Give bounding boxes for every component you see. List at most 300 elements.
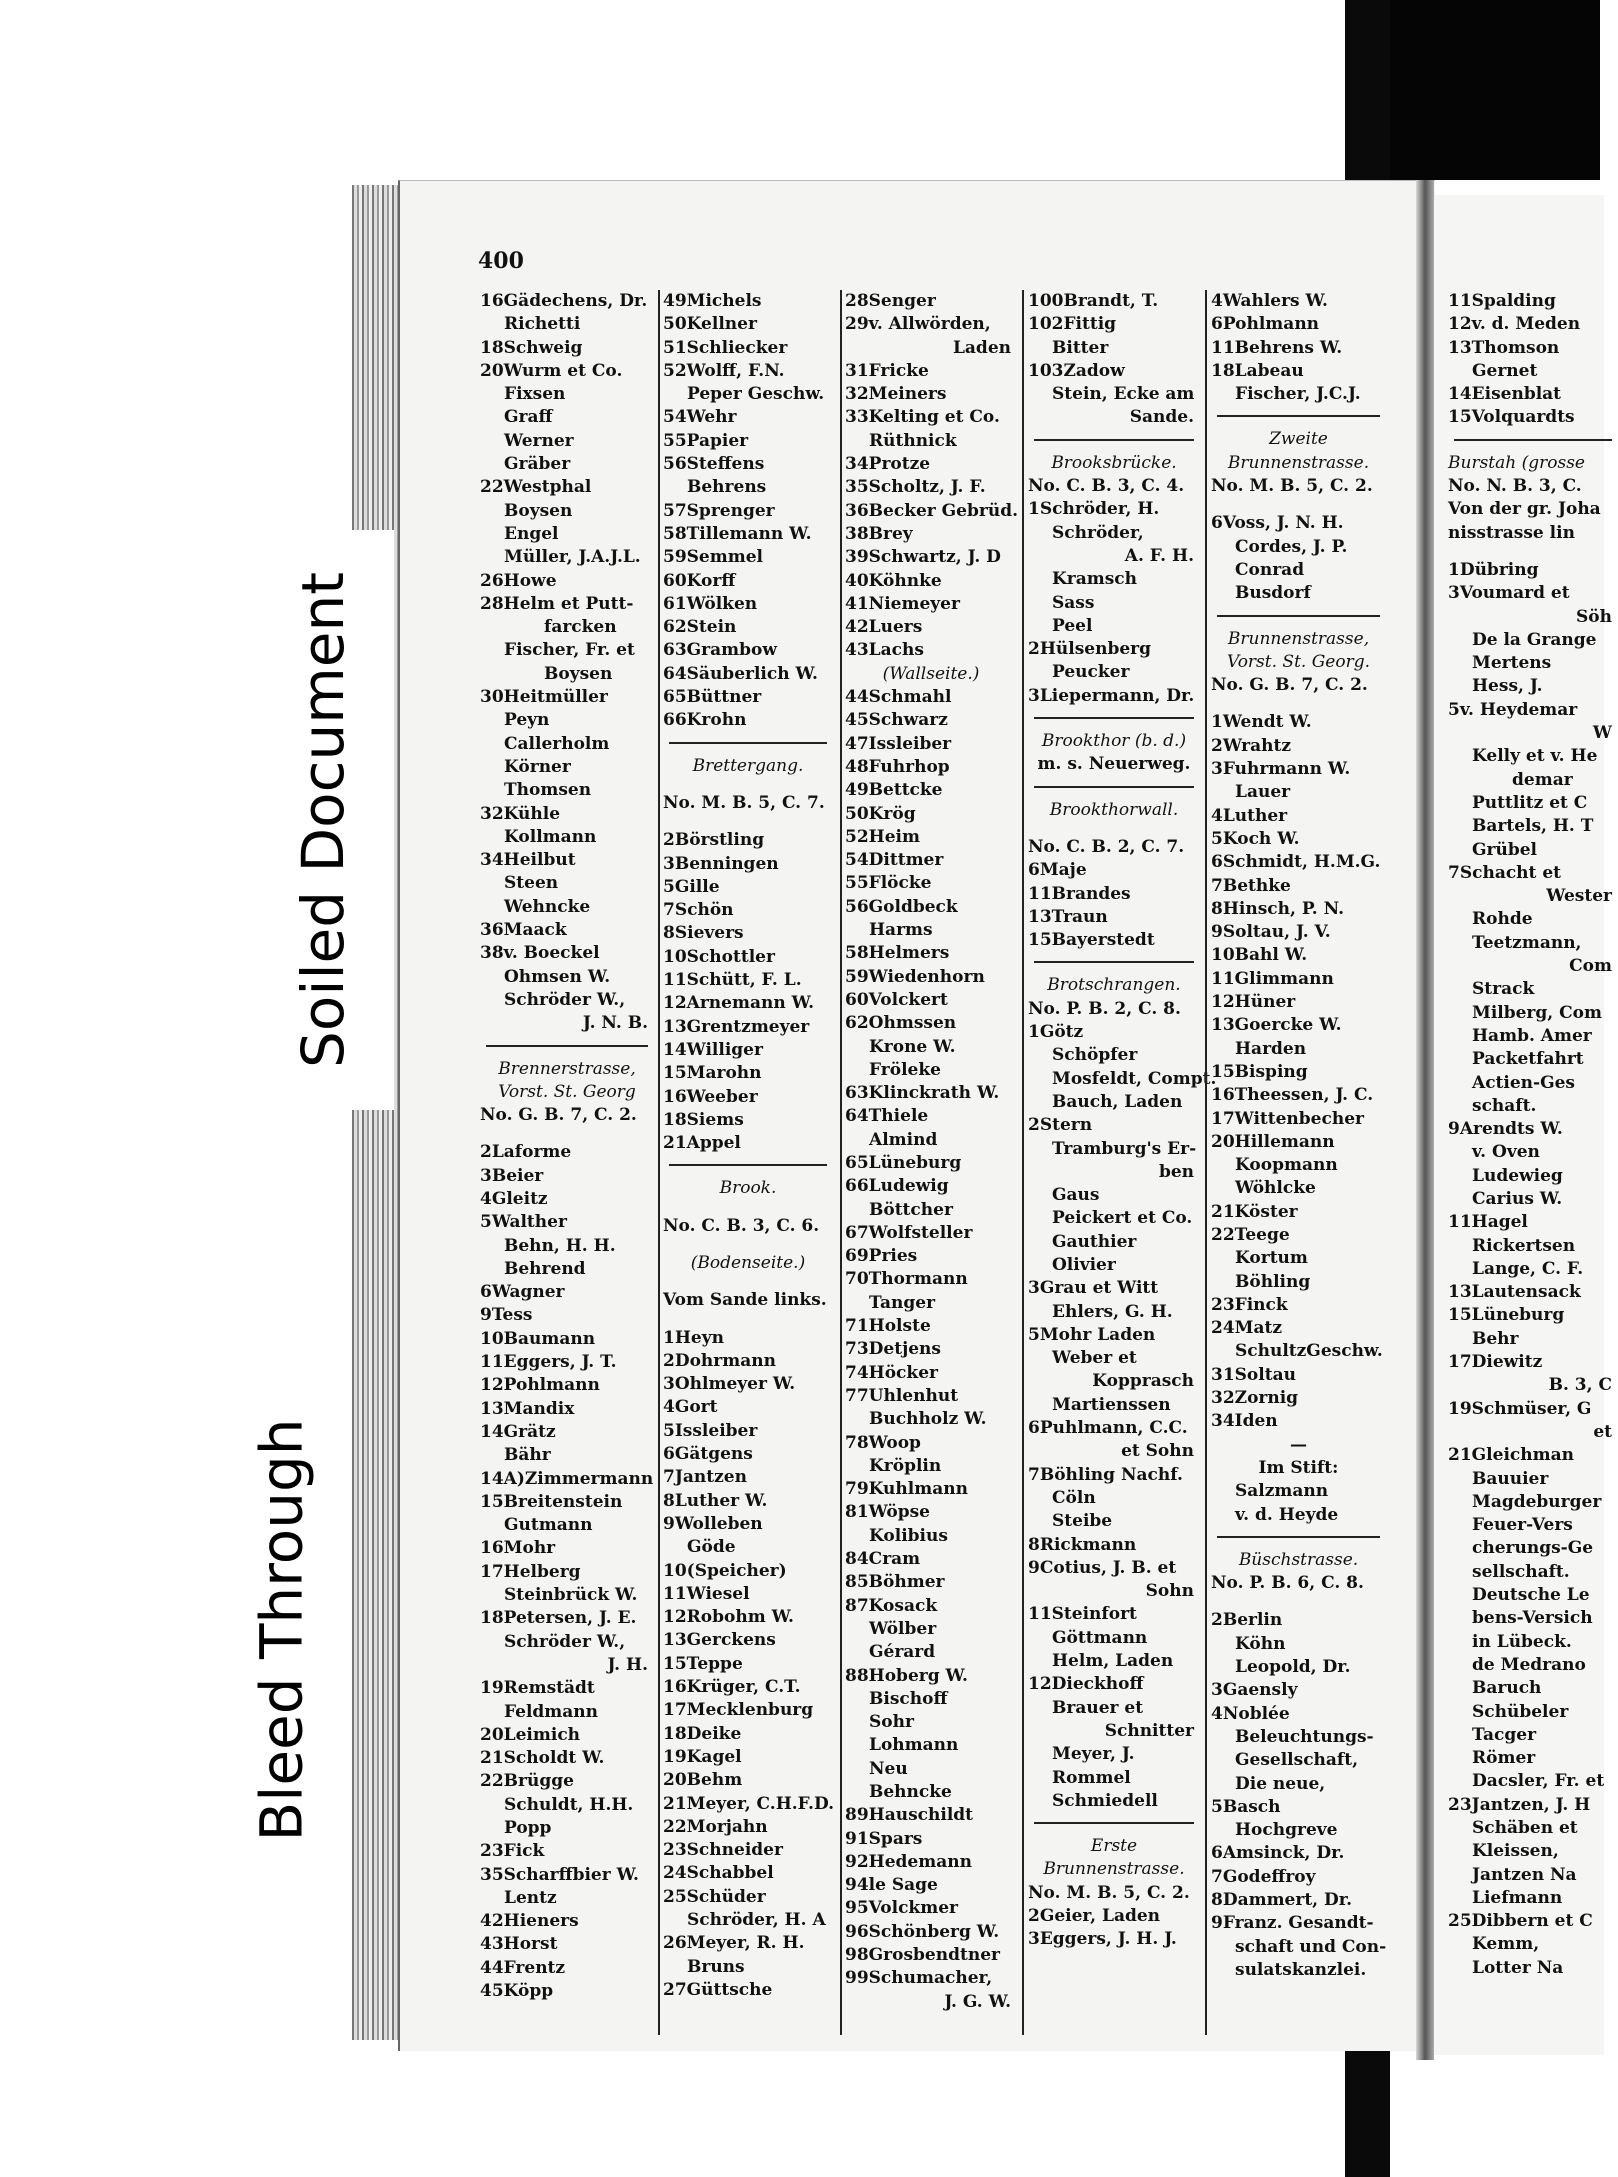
street-heading: Brooksbrücke.	[1051, 452, 1177, 473]
section-rule	[1034, 961, 1194, 963]
spacer	[480, 1127, 654, 1141]
directory-entry: 7Schacht et	[1448, 862, 1561, 883]
directory-entry: 27Güttsche	[663, 1979, 773, 2000]
directory-entry: Rohde	[1472, 909, 1533, 930]
directory-entry: 9Franz. Gesandt-	[1211, 1913, 1374, 1934]
directory-entry: SchultzGeschw.	[1235, 1341, 1383, 1362]
directory-entry: 23Jantzen, J. H	[1448, 1794, 1591, 1815]
directory-entry: 21Meyer, C.H.F.D.	[663, 1793, 835, 1814]
book-gutter	[1416, 180, 1434, 2060]
directory-entry: 103Zadow	[1028, 360, 1125, 381]
directory-entry: Boysen	[504, 500, 573, 521]
directory-entry: Müller, J.A.J.L.	[504, 547, 641, 568]
directory-entry: v. Oven	[1472, 1142, 1540, 1163]
directory-entry: Römer	[1472, 1748, 1536, 1769]
directory-entry: ben	[1158, 1161, 1194, 1182]
directory-entry: 1Wendt W.	[1211, 712, 1312, 733]
directory-entry: 47Issleiber	[845, 733, 952, 754]
directory-entry: 84Cram	[845, 1549, 921, 1570]
directory-entry: No. C. B. 3, C. 6.	[663, 1215, 820, 1236]
directory-entry: 18Siems	[663, 1109, 744, 1130]
spacer	[1211, 1595, 1386, 1609]
street-heading: Zweite	[1269, 429, 1328, 450]
directory-entry: Werner	[504, 430, 574, 451]
directory-entry: Wöhlcke	[1235, 1178, 1316, 1199]
directory-entry: Hess, J.	[1472, 676, 1543, 697]
directory-entry: 98Grosbendtner	[845, 1945, 1000, 1966]
directory-entry: Puttlitz et C	[1472, 792, 1588, 813]
section-rule	[1034, 786, 1194, 788]
directory-entry: 2Geier, Laden	[1028, 1906, 1161, 1926]
street-heading: Burstah (grosse	[1448, 452, 1585, 473]
directory-entry: 50Kellner	[663, 314, 757, 335]
directory-entry: Liefmann	[1472, 1887, 1563, 1908]
directory-entry: v. d. Heyde	[1235, 1504, 1339, 1525]
directory-entry: Fixsen	[504, 384, 566, 405]
directory-entry: 21Scholdt W.	[480, 1748, 605, 1769]
directory-entry: Behr	[1472, 1328, 1519, 1349]
directory-entry: Kortum	[1235, 1248, 1308, 1269]
column-divider	[1022, 290, 1024, 2035]
page-number: 400	[478, 248, 524, 274]
directory-entry: A. F. H.	[1124, 545, 1194, 566]
directory-entry: 22Brügge	[480, 1771, 574, 1792]
directory-entry: m. s. Neuerweg.	[1037, 754, 1191, 775]
spacer	[1211, 498, 1386, 512]
directory-entry: Behrend	[504, 1258, 586, 1279]
directory-entry: schaft.	[1472, 1095, 1537, 1116]
directory-entry: 19Kagel	[663, 1746, 742, 1767]
section-rule	[1034, 439, 1194, 441]
directory-entry: 13Gerckens	[663, 1630, 776, 1651]
directory-entry: Gutmann	[504, 1515, 593, 1536]
directory-entry: 2Berlin	[1211, 1610, 1283, 1631]
directory-entry: 10Baumann	[480, 1328, 596, 1349]
directory-entry: 3Ohlmeyer W.	[663, 1374, 796, 1395]
directory-entry: nisstrasse lin	[1448, 522, 1575, 543]
directory-entry: 70Thormann	[845, 1269, 968, 1290]
directory-entry: Teetzmann,	[1472, 932, 1582, 953]
directory-entry: 62Ohmssen	[845, 1013, 957, 1034]
directory-entry: 6Gätgens	[663, 1444, 753, 1465]
directory-entry: Sohr	[869, 1712, 914, 1733]
directory-entry: —	[1290, 1434, 1307, 1455]
spacer	[663, 1275, 833, 1289]
directory-entry: bens-Versich	[1472, 1608, 1593, 1629]
directory-entry: 29v. Allwörden,	[845, 314, 991, 335]
directory-entry: 17Diewitz	[1448, 1352, 1543, 1373]
directory-entry: 64Säuberlich W.	[663, 663, 818, 684]
directory-entry: Wehncke	[504, 896, 591, 917]
directory-entry: 12v. d. Meden	[1448, 314, 1581, 335]
directory-entry: Schröder,	[1052, 522, 1144, 543]
directory-entry: 13Grentzmeyer	[663, 1016, 810, 1037]
directory-entry: J. N. B.	[582, 1013, 648, 1034]
directory-entry: 3Fuhrmann W.	[1211, 759, 1351, 780]
directory-entry: Bauuier	[1472, 1468, 1549, 1489]
directory-entry: Com	[1569, 956, 1612, 977]
directory-entry: J. H.	[607, 1654, 648, 1675]
directory-entry: 10(Speicher)	[663, 1560, 787, 1581]
directory-entry: Tanger	[869, 1292, 936, 1313]
directory-entry: 44Schmahl	[845, 687, 952, 708]
directory-entry: 48Fuhrhop	[845, 756, 950, 777]
directory-entry: Fröleke	[869, 1059, 941, 1080]
directory-entry: 43Lachs	[845, 640, 924, 661]
directory-entry: 12Arnemann W.	[663, 993, 814, 1014]
directory-entry: Gräber	[504, 454, 571, 475]
directory-entry: Popp	[504, 1818, 552, 1838]
column-facing-page	[1448, 290, 1618, 1980]
street-heading: Brook.	[719, 1178, 777, 1199]
street-heading: (Wallseite.)	[882, 663, 980, 684]
directory-entry: 36Becker Gebrüd.	[845, 500, 1019, 521]
directory-entry: Feldmann	[504, 1701, 599, 1722]
directory-entry: Rüthnick	[869, 430, 957, 451]
directory-entry: 4Wahlers W.	[1211, 291, 1328, 311]
directory-entry: 17Mecklenburg	[663, 1700, 814, 1721]
directory-entry: 36Maack	[480, 920, 567, 941]
directory-entry: Lange, C. F.	[1472, 1258, 1584, 1279]
directory-entry: Busdorf	[1235, 583, 1311, 604]
spacer	[663, 815, 833, 829]
spacer	[1448, 545, 1618, 559]
directory-entry: 55Flöcke	[845, 873, 932, 894]
directory-entry: 91Spars	[845, 1828, 923, 1849]
section-rule	[1454, 439, 1612, 441]
directory-entry: 22Westphal	[480, 477, 592, 498]
directory-entry: 60Korff	[663, 570, 736, 591]
directory-entry: 64Thiele	[845, 1106, 929, 1127]
directory-entry: 3Gaensly	[1211, 1680, 1298, 1701]
directory-entry: De la Grange	[1472, 629, 1597, 650]
directory-entry: sellschaft.	[1472, 1561, 1570, 1582]
directory-entry: 33Kelting et Co.	[845, 407, 1000, 428]
directory-entry: 9Tess	[480, 1305, 533, 1326]
directory-entry: Kemm,	[1472, 1934, 1540, 1955]
directory-entry: 3Voumard et	[1448, 583, 1570, 604]
directory-entry: 15Lüneburg	[1448, 1305, 1565, 1326]
directory-entry: Steen	[504, 873, 559, 894]
spacer	[663, 1313, 833, 1327]
directory-entry: 11Hagel	[1448, 1212, 1528, 1233]
directory-entry: 71Holste	[845, 1316, 931, 1337]
directory-entry: 28Senger	[845, 291, 936, 311]
directory-entry: 52Heim	[845, 826, 920, 847]
directory-entry: Hochgreve	[1235, 1820, 1338, 1841]
directory-entry: 52Wolff, F.N.	[663, 360, 785, 381]
street-heading: Brotschrangen.	[1047, 975, 1181, 996]
directory-entry: Wester	[1546, 886, 1612, 907]
directory-entry: Helm, Laden	[1052, 1651, 1174, 1672]
street-heading: Brettergang.	[692, 755, 804, 776]
column-divider	[658, 290, 660, 2035]
street-heading: Vorst. St. Georg.	[1226, 651, 1370, 672]
directory-entry: 62Stein	[663, 617, 737, 638]
directory-entry: Kelly et v. He	[1472, 746, 1598, 767]
section-rule	[1217, 415, 1380, 417]
directory-entry: Schuldt, H.H.	[504, 1794, 634, 1815]
directory-entry: 16Weeber	[663, 1086, 758, 1107]
section-rule	[669, 1164, 827, 1166]
directory-entry: Lentz	[504, 1887, 557, 1908]
directory-entry: 2Börstling	[663, 830, 765, 851]
directory-entry: 11Behrens W.	[1211, 337, 1343, 358]
directory-entry: Göde	[687, 1537, 736, 1558]
spacer	[663, 1238, 833, 1252]
directory-entry: 34Iden	[1211, 1411, 1278, 1432]
directory-entry: et Sohn	[1121, 1441, 1194, 1462]
directory-entry: 4Luther	[1211, 805, 1288, 826]
directory-entry: 3Liepermann, Dr.	[1028, 685, 1195, 706]
directory-entry: 15Bayerstedt	[1028, 930, 1155, 951]
directory-entry: 18Petersen, J. E.	[480, 1608, 637, 1629]
directory-entry: Laden	[952, 337, 1011, 358]
directory-entry: 6Maje	[1028, 860, 1087, 881]
directory-entry: 5Issleiber	[663, 1420, 758, 1441]
directory-entry: 9Cotius, J. B. et	[1028, 1557, 1177, 1578]
directory-entry: 51Schliecker	[663, 337, 788, 358]
directory-entry: 65Büttner	[663, 687, 762, 708]
street-heading: Vorst. St. Georg	[498, 1081, 636, 1102]
directory-entry: 9Soltau, J. V.	[1211, 922, 1331, 943]
directory-entry: Kleissen,	[1472, 1841, 1559, 1862]
directory-entry: 6Voss, J. N. H.	[1211, 513, 1344, 534]
directory-entry: schaft und Con-	[1235, 1936, 1387, 1957]
directory-entry: 35Scharffbier W.	[480, 1864, 639, 1885]
directory-entry: Gaus	[1052, 1185, 1100, 1206]
directory-entry: Sohn	[1145, 1581, 1194, 1602]
directory-entry: 95Volckmer	[845, 1898, 958, 1919]
directory-entry: 77Uhlenhut	[845, 1385, 959, 1406]
directory-entry: 34Protze	[845, 454, 931, 475]
directory-entry: 12Dieckhoff	[1028, 1674, 1144, 1695]
directory-entry: 5Gille	[663, 876, 720, 897]
street-heading: (Bodenseite.)	[690, 1252, 806, 1273]
directory-entry: 66Krohn	[663, 710, 747, 731]
directory-entry: Lohmann	[869, 1735, 959, 1756]
column-2	[663, 290, 833, 2002]
directory-entry: Buchholz W.	[869, 1409, 987, 1430]
directory-entry: 43Horst	[480, 1934, 558, 1955]
directory-entry: Almind	[869, 1129, 938, 1150]
directory-entry: 61Wölken	[663, 593, 758, 614]
directory-entry: Die neue,	[1235, 1773, 1326, 1794]
directory-entry: 49Bettcke	[845, 780, 943, 801]
directory-entry: 66Ludewig	[845, 1176, 949, 1197]
directory-entry: 14Grätz	[480, 1421, 556, 1442]
directory-entry: 69Pries	[845, 1246, 918, 1267]
directory-entry: 35Scholtz, J. F.	[845, 477, 986, 498]
directory-entry: 6Schmidt, H.M.G.	[1211, 852, 1381, 873]
directory-entry: Schübeler	[1472, 1701, 1569, 1722]
directory-entry: 45Köpp	[480, 1981, 554, 2002]
directory-entry: 3Benningen	[663, 853, 779, 874]
directory-entry: Packetfahrt	[1472, 1049, 1584, 1070]
directory-entry: Krone W.	[869, 1036, 956, 1057]
street-heading: Brunnenstrasse.	[1227, 452, 1370, 473]
directory-entry: 78Woop	[845, 1432, 921, 1453]
section-rule	[1217, 615, 1380, 617]
directory-entry: Magdeburger	[1472, 1491, 1602, 1512]
directory-entry: 81Wöpse	[845, 1502, 930, 1523]
directory-entry: Söh	[1576, 606, 1612, 627]
directory-entry: 87Kosack	[845, 1595, 938, 1616]
directory-entry: 14Williger	[663, 1039, 763, 1060]
directory-entry: 3Beier	[480, 1165, 544, 1186]
directory-entry: No. N. B. 3, C.	[1448, 476, 1582, 497]
directory-entry: Koopmann	[1235, 1155, 1338, 1176]
directory-entry: Harden	[1235, 1038, 1307, 1059]
directory-entry: 21Appel	[663, 1133, 741, 1154]
directory-entry: 15Volquardts	[1448, 407, 1575, 428]
directory-entry: 1Heyn	[663, 1327, 724, 1348]
directory-entry: 54Wehr	[663, 407, 737, 428]
directory-entry: 67Wolfsteller	[845, 1222, 973, 1243]
directory-entry: 8Luther W.	[663, 1490, 768, 1511]
directory-entry: Meyer, J.	[1052, 1744, 1135, 1765]
directory-entry: 5v. Heydemar	[1448, 699, 1578, 720]
directory-entry: 28Helm et Putt-	[480, 593, 634, 614]
directory-entry: Peucker	[1052, 662, 1130, 683]
directory-entry: No. C. B. 2, C. 7.	[1028, 836, 1185, 857]
directory-entry: Vom Sande links.	[663, 1290, 827, 1311]
directory-entry: 5Mohr Laden	[1028, 1324, 1156, 1345]
directory-entry: 31Soltau	[1211, 1364, 1296, 1385]
directory-entry: Baruch	[1472, 1678, 1542, 1699]
directory-entry: 17Helberg	[480, 1561, 581, 1582]
directory-entry: 54Dittmer	[845, 850, 944, 871]
directory-entry: 73Detjens	[845, 1339, 941, 1360]
street-heading: Erste	[1090, 1836, 1138, 1857]
directory-entry: demar	[1512, 769, 1573, 790]
section-rule	[1034, 1822, 1194, 1824]
directory-entry: 2Dohrmann	[663, 1350, 776, 1371]
directory-entry: 58Helmers	[845, 943, 950, 964]
directory-entry: 92Hedemann	[845, 1851, 972, 1872]
directory-entry: Lauer	[1235, 782, 1291, 803]
directory-entry: Behncke	[869, 1782, 952, 1802]
directory-entry: 11Wiesel	[663, 1583, 750, 1604]
directory-entry: 59Wiedenhorn	[845, 966, 985, 987]
bleed-through-label: Bleed Through	[212, 1330, 352, 1930]
directory-entry: 8Hinsch, P. N.	[1211, 898, 1345, 919]
directory-entry: 23Schneider	[663, 1840, 783, 1861]
directory-entry: et	[1593, 1421, 1612, 1442]
spacer	[663, 778, 833, 792]
directory-entry: 20Behm	[663, 1770, 743, 1791]
directory-entry: No. M. B. 5, C. 2.	[1211, 476, 1373, 497]
directory-entry: Göttmann	[1052, 1627, 1148, 1648]
street-heading: Brookthorwall.	[1049, 799, 1179, 820]
spacer	[1211, 697, 1386, 711]
directory-entry: 96Schönberg W.	[845, 1921, 1000, 1942]
directory-entry: 16Theessen, J. C.	[1211, 1085, 1374, 1106]
directory-entry: Kollmann	[504, 826, 597, 847]
directory-entry: 49Michels	[663, 291, 762, 311]
directory-entry: Bauch, Laden	[1052, 1091, 1183, 1112]
directory-entry: 2Laforme	[480, 1142, 572, 1163]
directory-entry: 11Steinfort	[1028, 1604, 1137, 1625]
directory-entry: Milberg, Com	[1472, 1002, 1602, 1023]
directory-entry: Ludewieg	[1472, 1165, 1563, 1186]
directory-entry: Tacger	[1472, 1724, 1537, 1745]
directory-entry: 19Remstädt	[480, 1678, 595, 1699]
directory-entry: 40Köhnke	[845, 570, 942, 591]
directory-entry: 74Höcker	[845, 1362, 938, 1383]
section-rule	[1034, 717, 1194, 719]
directory-entry: 19Schmüser, G	[1448, 1398, 1592, 1419]
directory-entry: 11Schütt, F. L.	[663, 970, 802, 991]
directory-entry: B. 3, C	[1548, 1375, 1612, 1396]
directory-entry: No. M. B. 5, C. 7.	[663, 792, 825, 813]
spacer	[1028, 822, 1200, 836]
directory-entry: 11Brandes	[1028, 883, 1131, 904]
directory-entry: Harms	[869, 920, 933, 941]
directory-entry: 4Gleitz	[480, 1188, 548, 1209]
directory-entry: Kramsch	[1052, 569, 1138, 590]
directory-entry: 9Wolleben	[663, 1513, 763, 1534]
directory-entry: Stein, Ecke am	[1052, 384, 1195, 405]
directory-entry: 42Hieners	[480, 1911, 579, 1932]
directory-entry: Wölber	[869, 1618, 937, 1639]
directory-entry: 24Matz	[1211, 1318, 1282, 1339]
street-heading: Büschstrasse.	[1238, 1549, 1359, 1570]
directory-entry: 1Schröder, H.	[1028, 499, 1160, 520]
directory-entry: 23Fick	[480, 1841, 545, 1862]
directory-entry: 10Bahl W.	[1211, 945, 1308, 966]
directory-entry: 22Morjahn	[663, 1816, 768, 1837]
directory-entry: 25Dibbern et C	[1448, 1911, 1593, 1932]
directory-entry: 22Teege	[1211, 1224, 1290, 1245]
directory-entry: Behrens	[687, 477, 767, 498]
directory-entry: Schröder W.,	[504, 989, 626, 1010]
section-rule	[669, 742, 827, 744]
directory-entry: 7Böhling Nachf.	[1028, 1464, 1183, 1485]
directory-entry: 7Bethke	[1211, 875, 1291, 896]
directory-entry: 85Böhmer	[845, 1572, 945, 1593]
directory-entry: Brauer et	[1052, 1697, 1144, 1718]
directory-entry: Sass	[1052, 592, 1095, 613]
directory-entry: 21Gleichman	[1448, 1445, 1574, 1466]
directory-entry: 15Bisping	[1211, 1061, 1308, 1082]
directory-entry: 7Godeffroy	[1211, 1866, 1316, 1887]
directory-entry: Bitter	[1052, 337, 1109, 358]
directory-entry: 3Grau et Witt	[1028, 1278, 1159, 1299]
directory-entry: 44Frentz	[480, 1957, 566, 1978]
street-heading: Brunnenstrasse.	[1043, 1859, 1185, 1880]
directory-entry: 42Luers	[845, 617, 923, 638]
directory-entry: Im Stift:	[1258, 1457, 1339, 1478]
directory-entry: Lotter Na	[1472, 1957, 1564, 1978]
directory-entry: 56Goldbeck	[845, 896, 958, 917]
directory-entry: Sande.	[1129, 407, 1194, 428]
directory-entry: 59Semmel	[663, 547, 763, 568]
directory-entry: Kolibius	[869, 1525, 948, 1546]
directory-entry: 11Glimmann	[1211, 968, 1334, 989]
directory-entry: Engel	[504, 523, 559, 544]
directory-entry: 30Heitmüller	[480, 687, 608, 708]
directory-entry: 56Steffens	[663, 454, 765, 475]
directory-entry: Böhling	[1235, 1271, 1311, 1292]
directory-entry: 13Goercke W.	[1211, 1015, 1342, 1036]
directory-entry: No. G. B. 7, C. 2.	[480, 1105, 637, 1126]
directory-entry: Rommel	[1052, 1767, 1131, 1788]
directory-entry: 11Eggers, J. T.	[480, 1352, 617, 1373]
directory-entry: 32Meiners	[845, 384, 947, 405]
directory-entry: 26Meyer, R. H.	[663, 1933, 805, 1954]
directory-entry: Rickertsen	[1472, 1235, 1576, 1256]
